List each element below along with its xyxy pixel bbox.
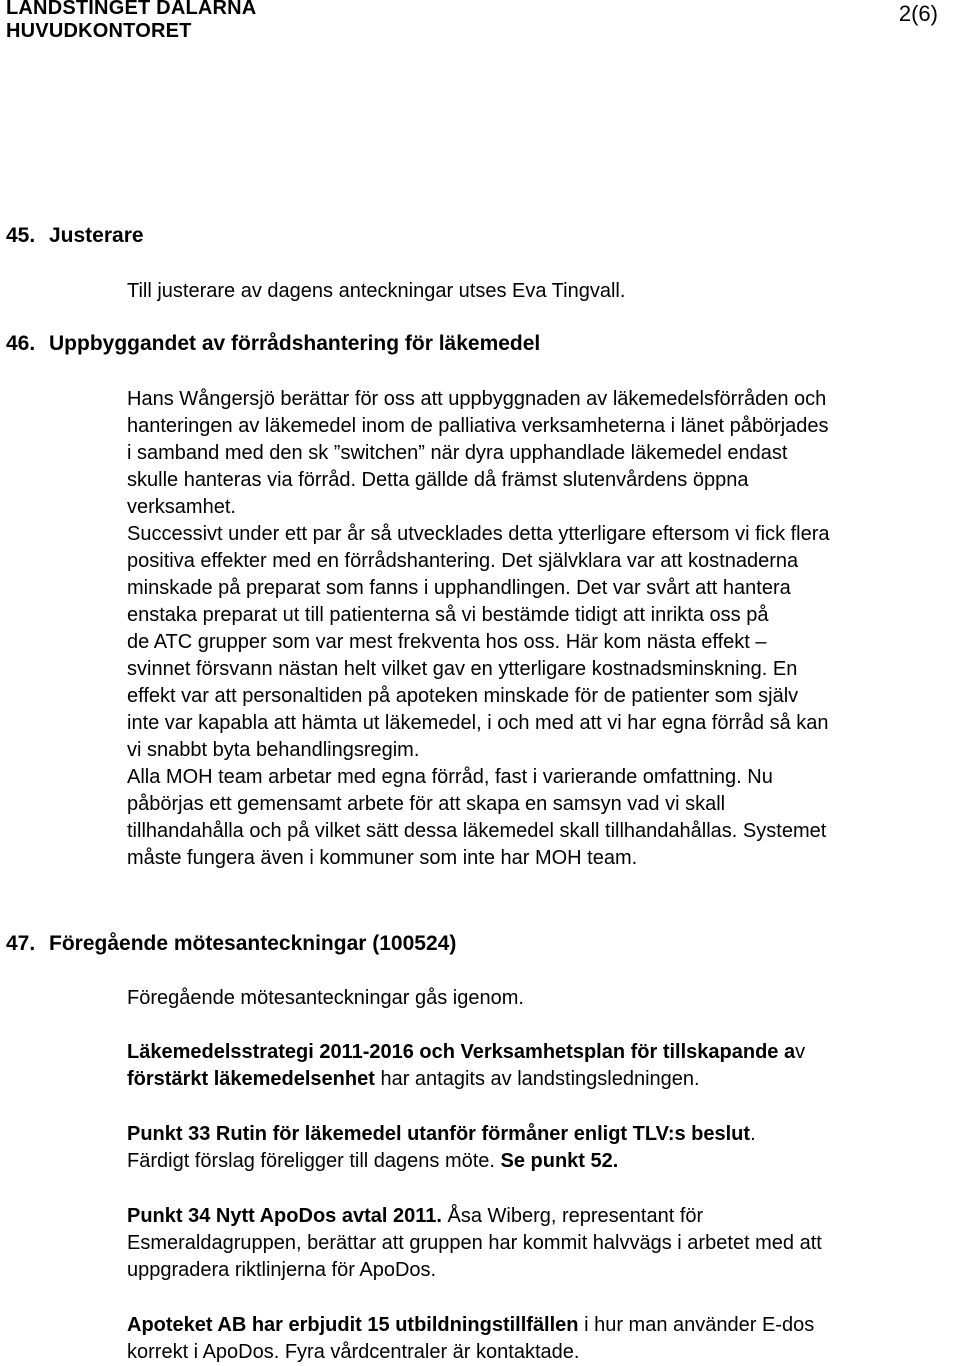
body-line: Successivt under ett par år så utvecklades detta ytterligare eftersom vi fick flera: [127, 523, 830, 545]
section-47-intro: Föregående mötesanteckningar gås igenom.: [127, 987, 524, 1009]
body-line: svinnet försvann nästan helt vilket gav en ytterligare kostnadsminskning. En: [127, 658, 798, 680]
apoteket-item: [127, 1312, 959, 1366]
section-45-text: Till justerare av dagens anteckningar utses Eva Tingvall.: [127, 280, 626, 302]
body-line: de ATC grupper som var mest frekventa hos oss. Här kom nästa effekt –: [127, 631, 767, 653]
item-line: [127, 1121, 959, 1148]
section-number: 47.: [6, 932, 36, 955]
organization-name: LANDSTINGET DALARNA: [6, 0, 257, 19]
section-46-body: [127, 386, 959, 872]
body-line: tillhandahålla och på vilket sätt dessa läkemedel skall tillhandahållas. Systemet: [127, 820, 827, 842]
item-line: uppgradera riktlinjerna för ApoDos.: [127, 1259, 437, 1281]
item-line: [127, 1148, 959, 1175]
body-line: positiva effekter med en förrådshantering. Det självklara var att kostnaderna: [127, 550, 799, 572]
body-line: i samband med den sk ”switchen” när dyra upphandlade läkemedel endast: [127, 442, 788, 464]
section-45-heading: [6, 223, 144, 249]
body-line: enstaka preparat ut till patienterna så vi bestämde tidigt att inrikta oss på: [127, 604, 769, 626]
item-text: i hur man använder E-dos: [578, 1314, 815, 1336]
body-line: verksamhet.: [127, 496, 236, 518]
section-46-heading: [6, 331, 540, 357]
body-line: skulle hanteras via förråd. Detta gällde då främst slutenvårdens öppna: [127, 469, 749, 491]
item-text: har antagits av landstingsledningen.: [374, 1068, 700, 1090]
item-bold-text: Punkt 34 Nytt ApoDos avtal 2011.: [127, 1205, 442, 1227]
item-text: v: [795, 1041, 806, 1063]
body-line: påbörjas ett gemensamt arbete för att skapa en samsyn vad vi skall: [127, 793, 726, 815]
item-bold-text: Läkemedelsstrategi 2011-2016 och Verksamhetsplan för tillskapande a: [127, 1041, 796, 1063]
body-line: vi snabbt byta behandlingsregim.: [127, 739, 420, 761]
item-text: Åsa Wiberg, representant för: [441, 1205, 704, 1227]
body-line: minskade på preparat som fanns i upphandlingen. Det var svårt att hantera: [127, 577, 791, 599]
section-number: 45.: [6, 224, 36, 247]
punkt-33-item: [127, 1121, 959, 1175]
strategy-item: [127, 1039, 959, 1093]
item-bold-text: förstärkt läkemedelsenhet: [127, 1068, 375, 1090]
section-number: 46.: [6, 332, 36, 355]
item-line: [127, 1312, 959, 1339]
item-bold-text: Se punkt 52.: [500, 1150, 619, 1172]
body-line: hanteringen av läkemedel inom de palliativa verksamheterna i länet påbörjades: [127, 415, 829, 437]
item-line: Esmeraldagruppen, berättar att gruppen har kommit halvvägs i arbetet med att: [127, 1232, 822, 1254]
section-title: Föregående mötesanteckningar (100524): [49, 932, 457, 955]
punkt-34-item: [127, 1203, 959, 1284]
item-line: [127, 1066, 959, 1093]
body-line: effekt var att personaltiden på apoteken minskade för de patienter som själv: [127, 685, 799, 707]
section-title: Uppbyggandet av förrådshantering för läkemedel: [49, 332, 541, 355]
body-line: Hans Wångersjö berättar för oss att uppbyggnaden av läkemedelsförråden och: [127, 388, 827, 410]
body-line: måste fungera även i kommuner som inte har MOH team.: [127, 847, 638, 869]
item-line: [127, 1039, 959, 1066]
item-text: .: [750, 1123, 756, 1145]
item-line: korrekt i ApoDos. Fyra vårdcentraler är kontaktade.: [127, 1341, 580, 1363]
page-number: 2(6): [898, 1, 938, 26]
section-47-heading: [6, 931, 456, 957]
item-line: [127, 1203, 959, 1230]
department-name: HUVUDKONTORET: [6, 20, 192, 42]
section-title: Justerare: [49, 224, 144, 247]
body-line: Alla MOH team arbetar med egna förråd, fast i varierande omfattning. Nu: [127, 766, 773, 788]
item-bold-text: Apoteket AB har erbjudit 15 utbildningstillfällen: [127, 1314, 579, 1336]
body-line: inte var kapabla att hämta ut läkemedel, i och med att vi har egna förråd så kan: [127, 712, 829, 734]
item-bold-text: Punkt 33 Rutin för läkemedel utanför förmåner enligt TLV:s beslut: [127, 1123, 751, 1145]
item-text: Färdigt förslag föreligger till dagens möte.: [127, 1150, 501, 1172]
